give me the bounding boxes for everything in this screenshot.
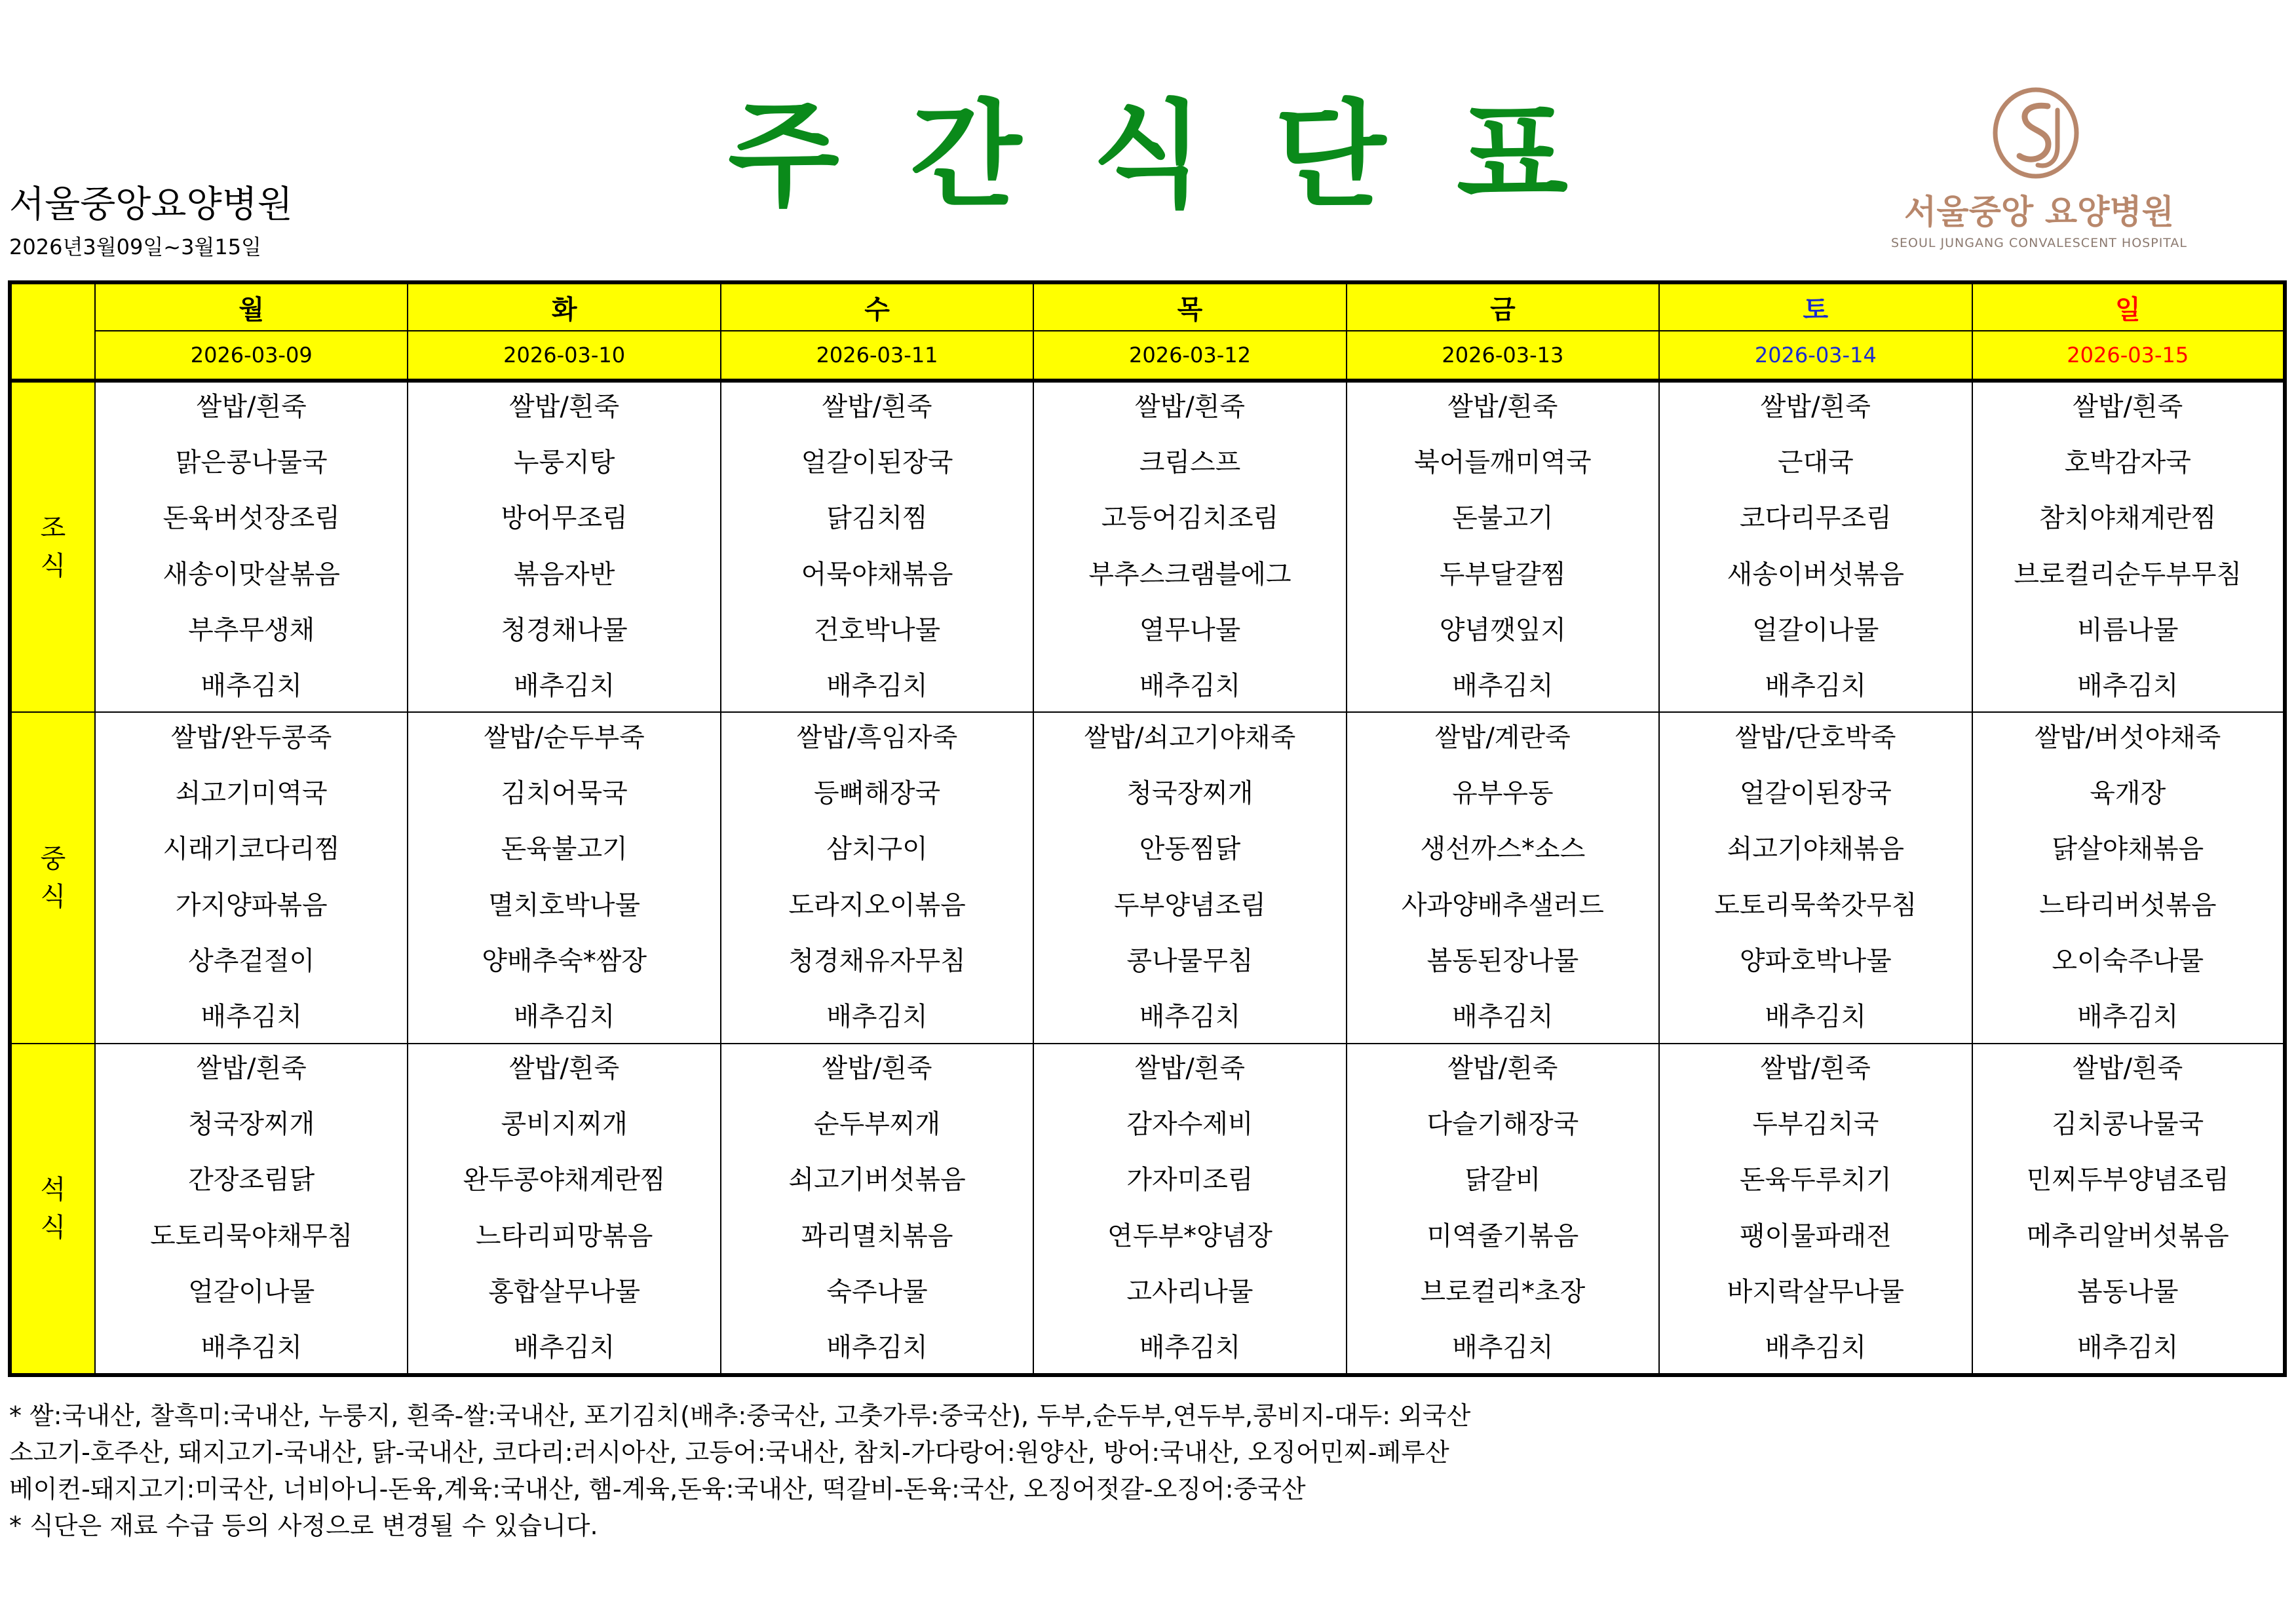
dish-item: 오이숙주나물 <box>2052 945 2204 976</box>
meal-label-char: 중 <box>40 844 66 874</box>
menu-cell <box>1033 1044 1346 1375</box>
dish-item: 쌀밥/계란죽 <box>1435 723 1571 753</box>
dish-item: 양념깻잎지 <box>1439 614 1566 645</box>
dish-item: 쌀밥/흰죽 <box>2073 392 2183 422</box>
title-char: 단 <box>1274 88 1387 223</box>
dish-item: 배추김치 <box>1452 1001 1554 1032</box>
dish-list <box>721 719 1033 1036</box>
dish-item: 배추김치 <box>826 670 928 701</box>
date-header: 2026-03-09 <box>95 331 408 381</box>
date-header: 2026-03-13 <box>1347 331 1659 381</box>
dish-item: 생선까스*소스 <box>1420 834 1586 865</box>
meal-label-char: 식 <box>40 882 66 912</box>
day-header: 월 <box>95 282 408 331</box>
dish-item: 안동찜닭 <box>1139 834 1241 865</box>
dish-item: 배추김치 <box>1765 1332 1867 1363</box>
dish-item: 크림스프 <box>1139 447 1241 478</box>
dish-item: 배추김치 <box>1452 670 1554 701</box>
menu-cell <box>95 1044 408 1375</box>
logo-name: 서울중앙 요양병원 <box>1904 193 2174 232</box>
day-header: 금 <box>1347 282 1659 331</box>
meal-label-char: 조 <box>40 513 66 543</box>
menu-cell <box>721 1044 1033 1375</box>
dish-list <box>721 388 1033 706</box>
dish-item: 열무나물 <box>1139 614 1241 645</box>
dish-item: 두부양념조림 <box>1114 890 1266 920</box>
dish-list <box>1347 388 1658 706</box>
day-header: 목 <box>1033 282 1346 331</box>
dish-item: 쌀밥/흰죽 <box>1134 1053 1245 1084</box>
dish-item: 연두부*양념장 <box>1107 1220 1272 1251</box>
date-header-row <box>10 331 2285 381</box>
dish-item: 배추김치 <box>1139 670 1241 701</box>
dish-item: 다슬기해장국 <box>1426 1109 1579 1140</box>
dish-item: 도라지오이볶음 <box>788 890 966 920</box>
date-header: 2026-03-10 <box>408 331 720 381</box>
dish-item: 배추김치 <box>2076 1332 2179 1363</box>
dish-list <box>1973 1050 2283 1367</box>
notes <box>9 1398 1470 1544</box>
dish-item: 고등어김치조림 <box>1101 503 1279 534</box>
title-char: 간 <box>909 88 1022 223</box>
dish-item: 콩비지찌개 <box>501 1109 628 1140</box>
dish-item: 브로컬리*초장 <box>1420 1276 1586 1307</box>
meal-label <box>10 381 95 712</box>
dish-item: 쌀밥/흰죽 <box>196 1053 307 1084</box>
dish-item: 부추무생채 <box>188 614 315 645</box>
dish-item: 청국장찌개 <box>1126 778 1253 809</box>
dish-item: 청경채유자무침 <box>788 945 966 976</box>
date-header: 2026-03-11 <box>721 331 1033 381</box>
dish-item: 배추김치 <box>1765 1001 1867 1032</box>
menu-cell <box>721 712 1033 1044</box>
dish-item: 미역줄기볶음 <box>1426 1220 1579 1251</box>
dish-item: 방어무조림 <box>501 503 628 534</box>
dish-item: 민찌두부양념조림 <box>2026 1165 2229 1196</box>
title-char: 식 <box>1092 88 1204 223</box>
dish-item: 김치어묵국 <box>501 778 628 809</box>
dish-item: 간장조림닭 <box>188 1165 315 1196</box>
dish-list <box>96 388 407 706</box>
meal-label-char: 식 <box>40 551 66 581</box>
day-header-saturday: 토 <box>1659 282 1972 331</box>
dish-item: 맑은콩나물국 <box>175 447 328 478</box>
menu-cell <box>1659 712 1972 1044</box>
dish-item: 쌀밥/흰죽 <box>1447 392 1558 422</box>
dish-item: 도토리묵쑥갓무침 <box>1714 890 1917 920</box>
dish-item: 비름나물 <box>2076 614 2179 645</box>
day-header: 화 <box>408 282 720 331</box>
dish-item: 숙주나물 <box>826 1276 928 1307</box>
dish-item: 쌀밥/완두콩죽 <box>171 723 332 753</box>
dish-list <box>408 388 719 706</box>
dish-item: 꽈리멸치볶음 <box>801 1220 953 1251</box>
dish-item: 근대국 <box>1777 447 1854 478</box>
dish-list <box>1660 388 1971 706</box>
note-line: * 식단은 재료 수급 등의 사정으로 변경될 수 있습니다. <box>9 1511 598 1540</box>
dish-list <box>1347 719 1658 1036</box>
dish-item: 배추김치 <box>1765 670 1867 701</box>
title-char: 주 <box>727 88 839 223</box>
dish-item: 호박감자국 <box>2064 447 2191 478</box>
dish-item: 배추김치 <box>513 1001 615 1032</box>
dish-item: 양배추숙*쌈장 <box>482 945 647 976</box>
note-line: 베이컨-돼지고기:미국산, 너비아니-돈육,계육:국내산, 햄-계육,돈육:국내산, 떡갈비-돈육:국산, 오징어젓갈-오징어:중국산 <box>9 1474 1306 1503</box>
dish-item: 쌀밥/흰죽 <box>509 1053 620 1084</box>
dish-item: 시래기코다리찜 <box>163 834 340 865</box>
dish-item: 코다리무조림 <box>1739 503 1892 534</box>
dish-item: 배추김치 <box>1139 1332 1241 1363</box>
dish-item: 누룽지탕 <box>513 447 615 478</box>
dish-item: 쌀밥/흰죽 <box>1760 1053 1871 1084</box>
logo-emblem-icon <box>1980 84 2092 182</box>
dish-item: 돈육두루치기 <box>1739 1165 1892 1196</box>
dish-item: 배추김치 <box>2076 1001 2179 1032</box>
menu-cell <box>95 712 408 1044</box>
menu-cell <box>1347 1044 1659 1375</box>
dish-item: 쌀밥/흰죽 <box>2073 1053 2183 1084</box>
dish-item: 쌀밥/단호박죽 <box>1735 723 1896 753</box>
dish-item: 닭살야채볶음 <box>2052 834 2204 865</box>
note-line: 소고기-호주산, 돼지고기-국내산, 닭-국내산, 코다리:러시아산, 고등어:국내산, 참치-가다랑어:원양산, 방어:국내산, 오징어민찌-페루산 <box>9 1437 1449 1467</box>
weekly-menu-table <box>8 280 2287 1377</box>
dish-item: 돈육불고기 <box>501 834 628 865</box>
dish-item: 육개장 <box>2090 778 2166 809</box>
dish-item: 홍합살무나물 <box>488 1276 641 1307</box>
menu-cell <box>1972 1044 2285 1375</box>
dish-list <box>408 719 719 1036</box>
title-char: 표 <box>1457 88 1569 223</box>
dish-list <box>1660 719 1971 1036</box>
menu-cell <box>408 381 720 712</box>
dish-item: 순두부찌개 <box>813 1109 941 1140</box>
menu-cell <box>1659 381 1972 712</box>
note-line: * 쌀:국내산, 찰흑미:국내산, 누룽지, 흰죽-쌀:국내산, 포기김치(배추:중국산, 고춧가루:중국산), 두부,순두부,연두부,콩비지-대두: 외국산 <box>9 1401 1471 1430</box>
dish-item: 닭갈비 <box>1464 1165 1541 1196</box>
dish-item: 유부우동 <box>1452 778 1554 809</box>
dish-item: 청국장찌개 <box>188 1109 315 1140</box>
dish-item: 느타리버섯볶음 <box>2039 890 2217 920</box>
dish-list <box>1973 388 2283 706</box>
dish-item: 배추김치 <box>201 670 302 701</box>
menu-cell <box>1972 381 2285 712</box>
meal-label-char: 석 <box>40 1175 66 1205</box>
dish-item: 바지락살무나물 <box>1727 1276 1905 1307</box>
dish-item: 쌀밥/흰죽 <box>1760 392 1871 422</box>
meal-row-breakfast <box>10 381 2285 712</box>
day-header: 수 <box>721 282 1033 331</box>
dish-item: 멸치호박나물 <box>488 890 641 920</box>
menu-cell <box>1033 712 1346 1044</box>
dish-item: 메추리알버섯볶음 <box>2026 1220 2229 1251</box>
dish-item: 브로컬리순두부무침 <box>2014 559 2242 590</box>
dish-item: 얼갈이된장국 <box>801 447 953 478</box>
menu-cell <box>1033 381 1346 712</box>
dish-item: 참치야채계란찜 <box>2039 503 2217 534</box>
dish-item: 삼치구이 <box>826 834 928 865</box>
dish-item: 쌀밥/흰죽 <box>822 1053 932 1084</box>
dish-item: 배추김치 <box>513 1332 615 1363</box>
dish-item: 가자미조림 <box>1126 1165 1253 1196</box>
dish-item: 새송이버섯볶음 <box>1727 559 1905 590</box>
day-header-row <box>10 282 2285 331</box>
dish-item: 상추겉절이 <box>188 945 315 976</box>
corner-cell <box>10 282 95 381</box>
meal-row-dinner <box>10 1044 2285 1375</box>
meal-label <box>10 712 95 1044</box>
dish-item: 느타리피망볶음 <box>475 1220 653 1251</box>
dish-item: 북어들깨미역국 <box>1414 447 1592 478</box>
menu-cell <box>95 381 408 712</box>
dish-item: 배추김치 <box>201 1332 302 1363</box>
dish-item: 쌀밥/흰죽 <box>196 392 307 422</box>
dish-item: 팽이물파래전 <box>1739 1220 1892 1251</box>
dish-item: 새송이맛살볶음 <box>163 559 340 590</box>
dish-list <box>1973 719 2283 1036</box>
dish-item: 두부달걀찜 <box>1439 559 1566 590</box>
hospital-name: 서울중앙요양병원 <box>9 183 293 226</box>
dish-item: 완두콩야채계란찜 <box>463 1165 666 1196</box>
meal-label <box>10 1044 95 1375</box>
dish-item: 얼갈이나물 <box>1752 614 1879 645</box>
dish-list <box>408 1050 719 1367</box>
dish-item: 김치콩나물국 <box>2052 1109 2204 1140</box>
dish-item: 쌀밥/버섯야채죽 <box>2035 723 2221 753</box>
dish-item: 콩나물무침 <box>1126 945 1253 976</box>
date-header-sunday: 2026-03-15 <box>1972 331 2285 381</box>
dish-item: 쌀밥/흰죽 <box>822 392 932 422</box>
dish-item: 배추김치 <box>826 1332 928 1363</box>
dish-item: 고사리나물 <box>1126 1276 1253 1307</box>
dish-list <box>1034 719 1345 1036</box>
dish-list <box>1034 388 1345 706</box>
dish-item: 닭김치찜 <box>826 503 928 534</box>
dish-item: 감자수제비 <box>1126 1109 1253 1140</box>
dish-item: 얼갈이나물 <box>188 1276 315 1307</box>
dish-item: 배추김치 <box>513 670 615 701</box>
dish-item: 쌀밥/흰죽 <box>1447 1053 1558 1084</box>
dish-item: 등뼈해장국 <box>813 778 941 809</box>
hospital-logo <box>1882 84 2196 261</box>
dish-item: 도토리묵야채무침 <box>150 1220 353 1251</box>
dish-list <box>1034 1050 1345 1367</box>
dish-item: 얼갈이된장국 <box>1739 778 1892 809</box>
meal-row-lunch <box>10 712 2285 1044</box>
day-header-sunday: 일 <box>1972 282 2285 331</box>
dish-item: 어묵야채볶음 <box>801 559 953 590</box>
dish-item: 쌀밥/순두부죽 <box>484 723 645 753</box>
dish-item: 쇠고기버섯볶음 <box>788 1165 966 1196</box>
dish-list <box>96 719 407 1036</box>
dish-item: 쇠고기미역국 <box>175 778 328 809</box>
dish-item: 돈불고기 <box>1452 503 1554 534</box>
menu-cell <box>1347 381 1659 712</box>
date-header-saturday: 2026-03-14 <box>1659 331 1972 381</box>
date-header: 2026-03-12 <box>1033 331 1346 381</box>
dish-item: 쌀밥/흑임자죽 <box>796 723 958 753</box>
menu-cell <box>721 381 1033 712</box>
menu-cell <box>408 712 720 1044</box>
dish-item: 쇠고기야채볶음 <box>1727 834 1905 865</box>
dish-item: 쌀밥/쇠고기야채죽 <box>1084 723 1296 753</box>
dish-item: 배추김치 <box>826 1001 928 1032</box>
dish-list <box>721 1050 1033 1367</box>
dish-list <box>1660 1050 1971 1367</box>
dish-item: 사과양배추샐러드 <box>1401 890 1604 920</box>
dish-item: 가지양파볶음 <box>175 890 328 920</box>
dish-list <box>96 1050 407 1367</box>
menu-cell <box>408 1044 720 1375</box>
dish-item: 쌀밥/흰죽 <box>509 392 620 422</box>
date-range: 2026년3월09일~3월15일 <box>9 235 261 259</box>
dish-item: 배추김치 <box>1139 1001 1241 1032</box>
menu-cell <box>1347 712 1659 1044</box>
dish-item: 봄동된장나물 <box>1426 945 1579 976</box>
dish-list <box>1347 1050 1658 1367</box>
dish-item: 봄동나물 <box>2076 1276 2179 1307</box>
dish-item: 양파호박나물 <box>1739 945 1892 976</box>
meal-rows <box>10 381 2285 1375</box>
dish-item: 배추김치 <box>2076 670 2179 701</box>
dish-item: 배추김치 <box>201 1001 302 1032</box>
meal-label-char: 식 <box>40 1213 66 1243</box>
dish-item: 부추스크램블에그 <box>1088 559 1292 590</box>
dish-item: 볶음자반 <box>513 559 615 590</box>
dish-item: 두부김치국 <box>1752 1109 1879 1140</box>
dish-item: 청경채나물 <box>501 614 628 645</box>
menu-cell <box>1972 712 2285 1044</box>
dish-item: 건호박나물 <box>813 614 941 645</box>
dish-item: 쌀밥/흰죽 <box>1134 392 1245 422</box>
menu-cell <box>1659 1044 1972 1375</box>
dish-item: 배추김치 <box>1452 1332 1554 1363</box>
logo-subtitle: SEOUL JUNGANG CONVALESCENT HOSPITAL <box>1890 236 2188 250</box>
dish-item: 돈육버섯장조림 <box>163 503 340 534</box>
